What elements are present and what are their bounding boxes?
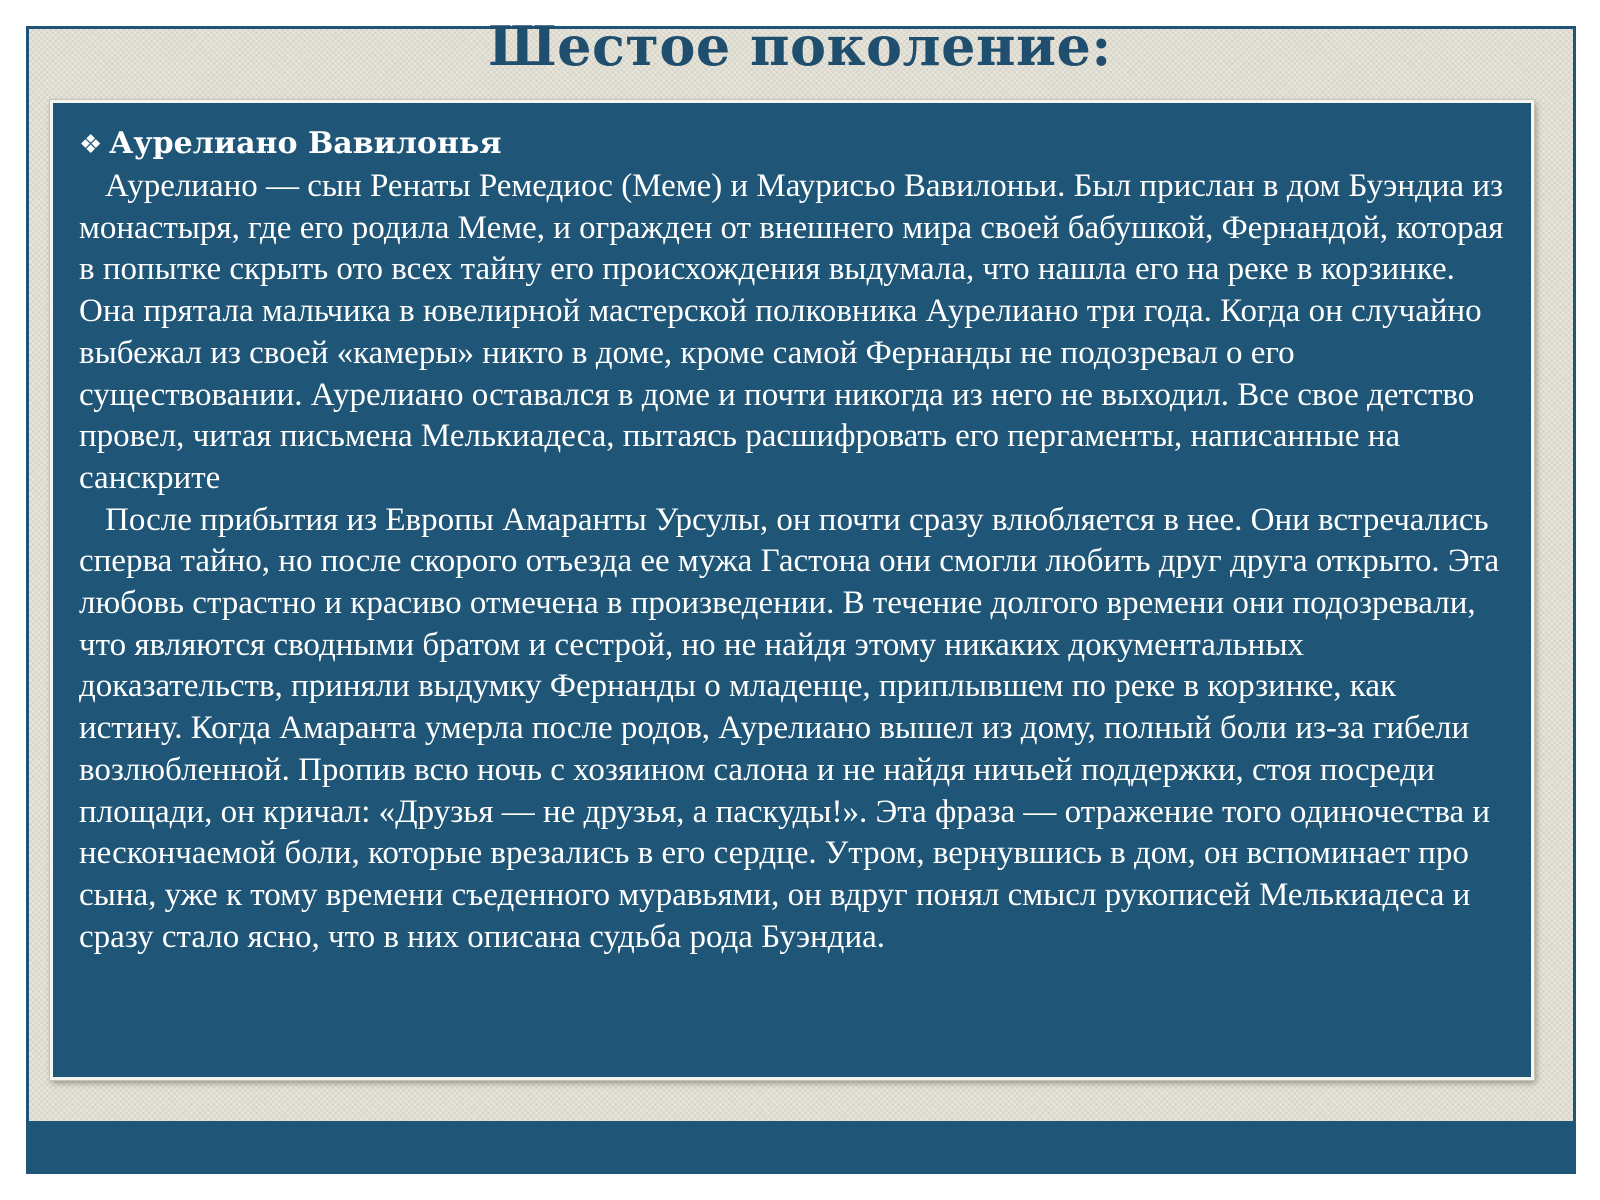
bottom-band	[26, 1121, 1576, 1174]
paragraph-2: После прибытия из Европы Амаранты Урсулы, он почти сразу влюбляется в нее. Они встречались сперва тайно, но после скорого отъезда ее мужа Гастона они смогли любить друг друга открыто. Эта любовь страстно и красиво отмечена в произведении. В течение долгого времени они подозревали, что являются сводными братом и сестрой, но не найдя этому никаких документальных доказательств, приняли выдумку Фернанды о младенце, приплывшем по реке в корзинке, как истину. Когда Амаранта умерла после родов, Аурелиано вышел из дому, полный боли из-за гибели возлюбленной. Пропив всю ночь с хозяином салона и не найдя ничьей поддержки, стоя посреди площади, он кричал: «Друзья — не друзья, а паскуды!». Эта фраза — отражение того одиночества и нескончаемой боли, которые врезались в его сердце. Утром, вернувшись в дом, он вспоминает про сына, уже к тому времени съеденного муравьями, он вдруг понял смысл рукописей Мелькиадеса и сразу стало ясно, что в них описана судьба рода Буэндиа.	[79, 501, 1500, 955]
bullet-heading	[79, 123, 1507, 166]
heading-text: Аурелиано Вавилонья	[109, 126, 502, 161]
slide-title: Шестое поколение:	[488, 14, 1112, 78]
paragraph-1: Аурелиано — сын Ренаты Ремедиос (Меме) и Маурисьо Вавилоньи. Был прислан в дом Буэндиа из монастыря, где его родила Меме, и огражден от внешнего мира своей бабушкой, Фернандой, которая в попытке скрыть ото всех тайну его происхождения выдумала, что нашла его на реке в корзинке. Она прятала мальчика в ювелирной мастерской полковника Аурелиано три года. Когда он случайно выбежал из своей «камеры» никто в доме, кроме самой Фернанды не подозревал о его существовании. Аурелиано оставался в доме и почти никогда из него не выходил. Все свое детство провел, читая письмена Мелькиадеса, пытаясь расшифровать его пергаменты, написанные на санскрите	[79, 168, 1504, 496]
content-box	[50, 100, 1534, 1080]
diamond-bullet-icon: ❖	[79, 130, 103, 160]
